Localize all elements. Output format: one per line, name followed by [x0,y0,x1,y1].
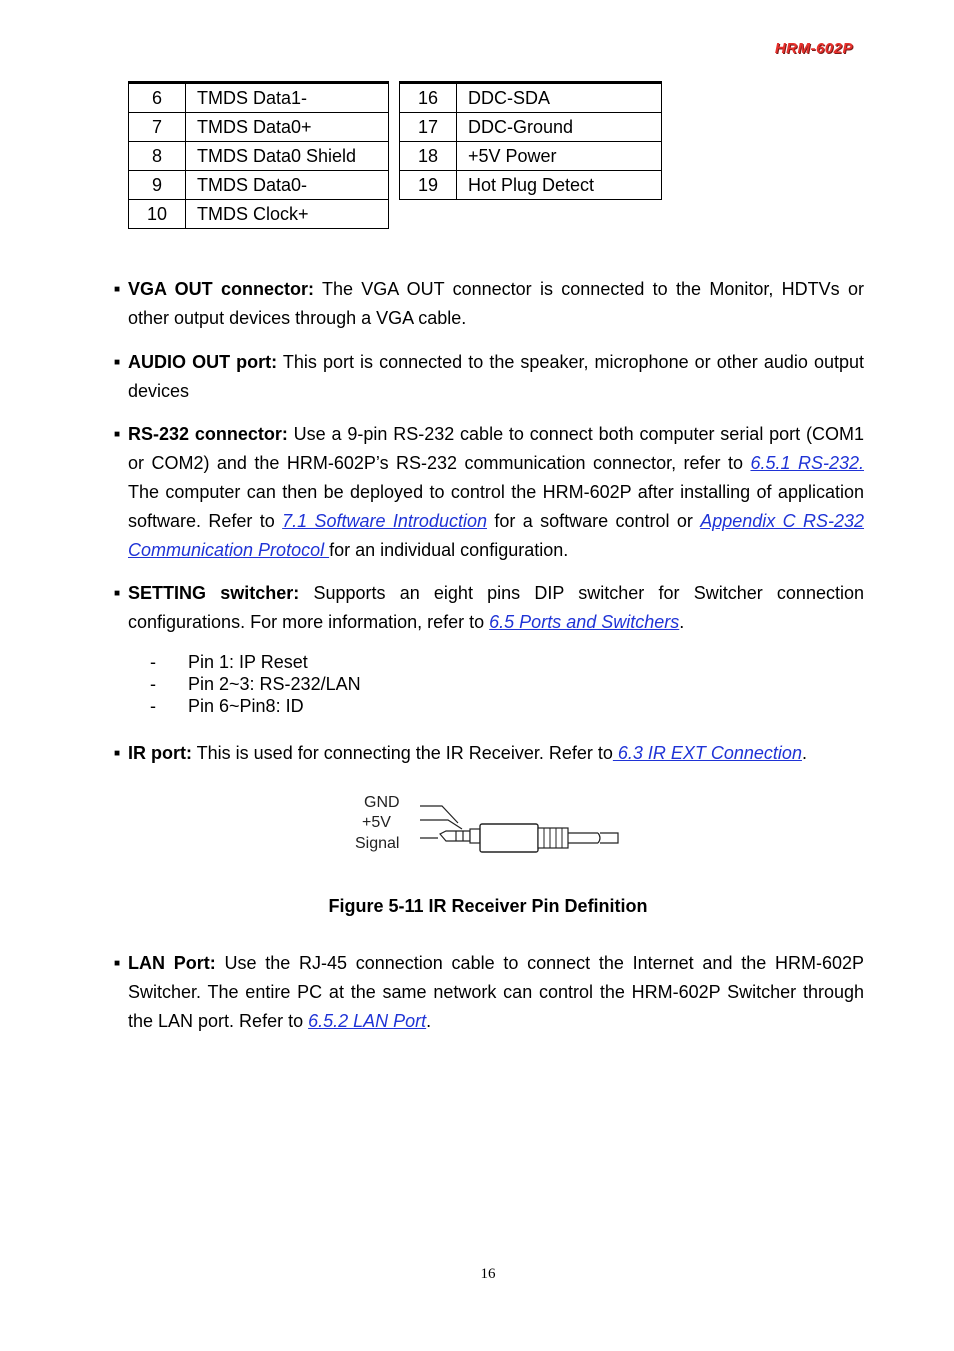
pin-number: 6 [129,83,186,113]
link-software-introduction[interactable]: 7.1 Software Introduction [282,511,487,531]
link-appendix-c[interactable]: Appendix C RS-232 Communication Protocol [128,511,865,560]
list-item [150,673,361,695]
pin-number: 18 [400,142,457,171]
pin-number: 8 [129,142,186,171]
bullet-rs232 [114,420,865,565]
pin-number: 19 [400,171,457,200]
link-rs232[interactable]: 6.5.1 RS-232. [750,453,864,473]
label-5v: +5V [362,814,391,831]
table-row [129,113,389,142]
bullet-text: This is used for connecting the IR Receiver. Refer to [191,743,613,763]
header-brand: HRM-602P [774,40,853,57]
bullet-title: SETTING switcher: [128,583,300,603]
bullet-square-icon: ■ [114,429,121,440]
pin-table-left [128,81,389,229]
link-lan-port[interactable]: 6.5.2 LAN Port [308,1011,427,1031]
list-item-text: Pin 6~Pin8: ID [188,696,304,716]
bullet-vga-out [114,275,864,333]
figure-caption: Figure 5-11 IR Receiver Pin Definition [328,896,648,916]
bullet-lan-port [114,949,864,1036]
cable [568,833,598,843]
bullet-audio-out [114,348,864,406]
bullet-text: Use the RJ-45 connection cable to connect the Internet and the HRM-602P Switcher. The entire PC at the same network can control the HRM-602P Switcher through the LAN port. Refer to [128,953,864,1031]
bullet-title: LAN Port: [128,953,216,973]
bullet-text: The VGA OUT connector is connected to the Monitor, HDTVs or other output devices through a VGA cable. [128,279,864,328]
table-row [400,171,662,200]
label-gnd: GND [364,794,400,811]
link-ports-and-switchers[interactable]: 6.5 Ports and Switchers [489,612,680,632]
list-item-text: Pin 1: IP Reset [188,652,308,672]
table-row [129,142,389,171]
pin-signal: TMDS Data0 Shield [186,142,389,171]
bullet-title: AUDIO OUT port: [128,352,278,372]
bullet-setting-switcher [114,579,864,637]
pin-signal: Hot Plug Detect [457,171,662,200]
bullet-square-icon: ■ [114,357,121,368]
bullet-text: for an individual configuration. [329,540,569,560]
bullet-square-icon: ■ [114,588,121,599]
pin-number: 7 [129,113,186,142]
ir-receiver-figure [350,787,625,865]
bullet-text: The computer can then be deployed to control the HRM-602P after installing of application software. Refer to [128,482,864,531]
table-row [400,142,662,171]
pin-signal: TMDS Data0+ [186,113,389,142]
bullet-text: . [801,743,807,763]
bullet-text: . [426,1011,432,1031]
plug-tip [440,831,470,841]
pin-number: 16 [400,83,457,113]
bullet-text: Use a 9-pin RS-232 cable to connect both computer serial port (COM1 or COM2) and the HRM-602P’s RS-232 communication connector, refer to [128,424,864,473]
plug-body [480,824,538,852]
pin-signal: TMDS Data1- [186,83,389,113]
ir-plug-diagram [350,787,625,865]
pin-number: 17 [400,113,457,142]
bullet-text: for a software control or [486,511,701,531]
dash: - [150,674,156,694]
pin-signal: TMDS Data0- [186,171,389,200]
table-row [129,200,389,229]
pin-signal: TMDS Clock+ [186,200,389,229]
bullet-square-icon: ■ [114,958,121,969]
pin-table-right [399,81,662,200]
bullet-title: VGA OUT connector: [128,279,314,299]
table-row [400,83,662,113]
bullet-text: . [679,612,685,632]
pin-number: 10 [129,200,186,229]
list-item [150,651,361,673]
table-row [129,83,389,113]
pin-signal: +5V Power [457,142,662,171]
pin-number: 9 [129,171,186,200]
strain-relief [538,828,568,848]
label-signal: Signal [355,835,400,852]
bullet-text: This port is connected to the speaker, microphone or other audio output devices [128,352,864,401]
bullet-text: Supports an eight pins DIP switcher for Switcher connection configurations. For more information, refer to [128,583,864,632]
pin-signal: DDC-Ground [457,113,662,142]
table-row [129,171,389,200]
link-ir-ext-connection[interactable]: 6.3 IR EXT Connection [612,743,802,763]
bullet-square-icon: ■ [114,284,121,295]
page-number: 16 [480,1266,496,1282]
bullet-square-icon: ■ [114,748,121,759]
bullet-title: RS-232 connector: [128,424,288,444]
bullet-title: IR port: [128,743,192,763]
table-row [400,113,662,142]
pin-signal: DDC-SDA [457,83,662,113]
dash: - [150,696,156,716]
list-item-text: Pin 2~3: RS-232/LAN [188,674,361,694]
dip-pin-list [150,651,361,717]
list-item [150,695,361,717]
dash: - [150,652,156,672]
bullet-ir-port [114,739,864,768]
